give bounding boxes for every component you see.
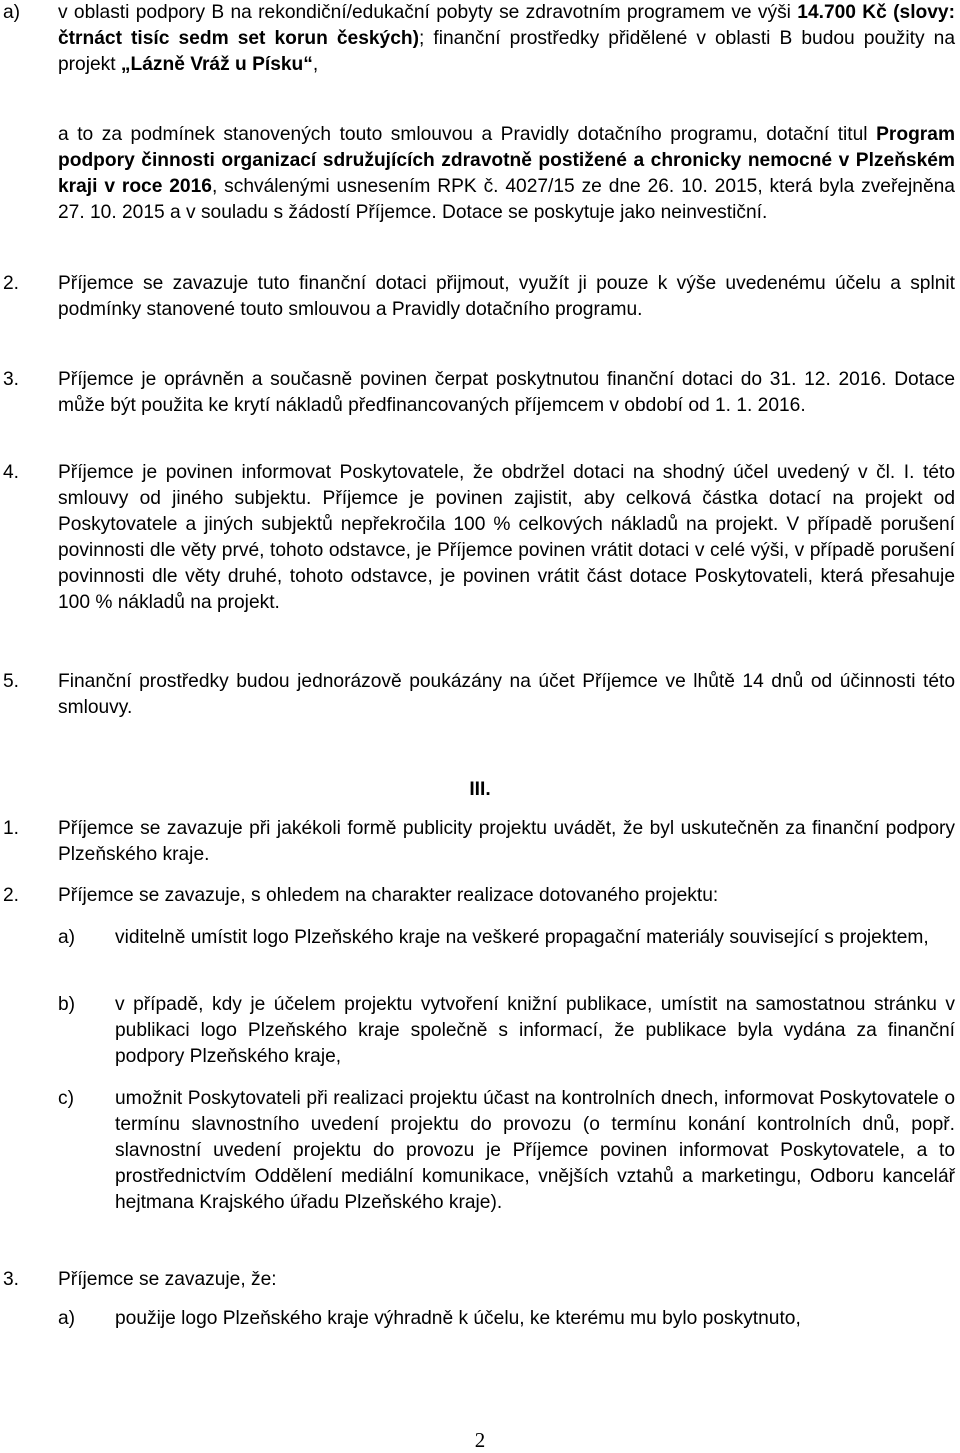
item-label-a: a) (3, 2, 21, 23)
article-heading: III. (469, 779, 491, 800)
page-number: 2 (474, 1428, 486, 1452)
item-number-4: 4. (3, 462, 20, 483)
sub3-item-a-text: použije logo Plzeňského kraje výhradně k účelu, ke kterému mu bylo poskytnuto, (115, 1308, 801, 1329)
article3-item-3-text: Příjemce se zavazuje, že: (58, 1269, 277, 1290)
sub-item-c-text: umožnit Poskytovateli při realizaci projektu účast na kontrolních dnech, informovat Poskytovatele o termínu slavnostního uvedení projektu do provozu (o termínu konání kontrolních dnů, popř. slavnostní uvedení projektu do provozu je Příjemce povinen informovat Poskytovatele, a to prostřednictvím Oddělení mediální komunikace, vnějších vztahů a marketingu, Odboru kancelář hejtmana Krajského úřadu Plzeňského kraje). (115, 1088, 955, 1213)
article3-item-number-2: 2. (3, 885, 20, 906)
article3-item-number-3: 3. (3, 1269, 20, 1290)
item-4-text: Příjemce je povinen informovat Poskytovatele, že obdržel dotaci na shodný účel uvedený v čl. I. této smlouvy od jiného subjektu. Příjemce je povinen zajistit, aby celková částka dotací na projekt od Poskytovatele a jiných subjektů nepřekročila 100 % celkových nákladů na projekt. V případě porušení povinnosti dle věty prvé, tohoto odstavce, je Příjemce povinen vrátit dotaci v celé výši, v případě porušení povinnosti dle věty druhé, tohoto odstavce, je povinen vrátit část dotace Poskytovateli, která přesahuje 100 % nákladů na projekt. (58, 462, 955, 613)
item-number-5: 5. (3, 671, 20, 692)
item-a-part3: , (312, 54, 319, 75)
sub-label-b: b) (58, 994, 76, 1015)
article3-item-1-text: Příjemce se zavazuje při jakékoli formě publicity projektu uvádět, že byl uskutečněn za finanční podpory Plzeňského kraje. (58, 818, 955, 865)
item-5-text: Finanční prostředky budou jednorázově poukázány na účet Příjemce ve lhůtě 14 dnů od účinnosti této smlouvy. (58, 671, 955, 718)
item-a-amount: 14.700 Kč (slovy: čtrnáct tisíc sedm set korun českých) (58, 2, 955, 49)
conditions-paragraph (58, 122, 955, 226)
item-a-part1: v oblasti podpory B na rekondiční/edukační pobyty se zdravotním programem ve výši (58, 2, 798, 23)
item-2-text: Příjemce se zavazuje tuto finanční dotaci přijmout, využít ji pouze k výše uvedenému účelu a splnit podmínky stanovené touto smlouvou a Pravidly dotačního programu. (58, 273, 955, 320)
item-number-2: 2. (3, 273, 20, 294)
sub-item-a-text: viditelně umístit logo Plzeňského kraje na veškeré propagační materiály související s projektem, (115, 927, 929, 948)
sub-item-b-text: v případě, kdy je účelem projektu vytvoření knižní publikace, umístit na samostatnou stránku v publikaci logo Plzeňského kraje společně s informací, že publikace byla vydána za finanční podpory Plzeňského kraje, (115, 994, 955, 1067)
item-a-project: „Lázně Vráž u Písku“ (120, 54, 313, 75)
article3-item-2-text: Příjemce se zavazuje, s ohledem na charakter realizace dotovaného projektu: (58, 885, 719, 906)
sub-label-c: c) (58, 1088, 74, 1109)
item-a-text (58, 0, 955, 78)
sub3-label-a: a) (58, 1308, 76, 1329)
conditions-part2: , schválenými usnesením RPK č. 4027/15 ze dne 26. 10. 2015, která byla zveřejněna 27. 10. 2015 a v souladu s žádostí Příjemce. Dotace se poskytuje jako neinvestiční. (58, 176, 955, 223)
sub-label-a: a) (58, 927, 76, 948)
program-name: Program podpory činnosti organizací sdružujících zdravotně postižené a chronicky nemocné v Plzeňském kraji v roce 2016 (58, 124, 955, 197)
item-number-3: 3. (3, 369, 20, 390)
conditions-part1: a to za podmínek stanovených touto smlouvou a Pravidly dotačního programu, dotační titul (58, 124, 877, 145)
item-3-text: Příjemce je oprávněn a současně povinen čerpat poskytnutou finanční dotaci do 31. 12. 2016. Dotace může být použita ke krytí nákladů předfinancovaných příjemcem v období od 1. 1. 2016. (58, 369, 955, 416)
item-a-part2: ; finanční prostředky přidělené v oblasti B budou použity na projekt (58, 28, 955, 75)
article3-item-number-1: 1. (3, 818, 20, 839)
